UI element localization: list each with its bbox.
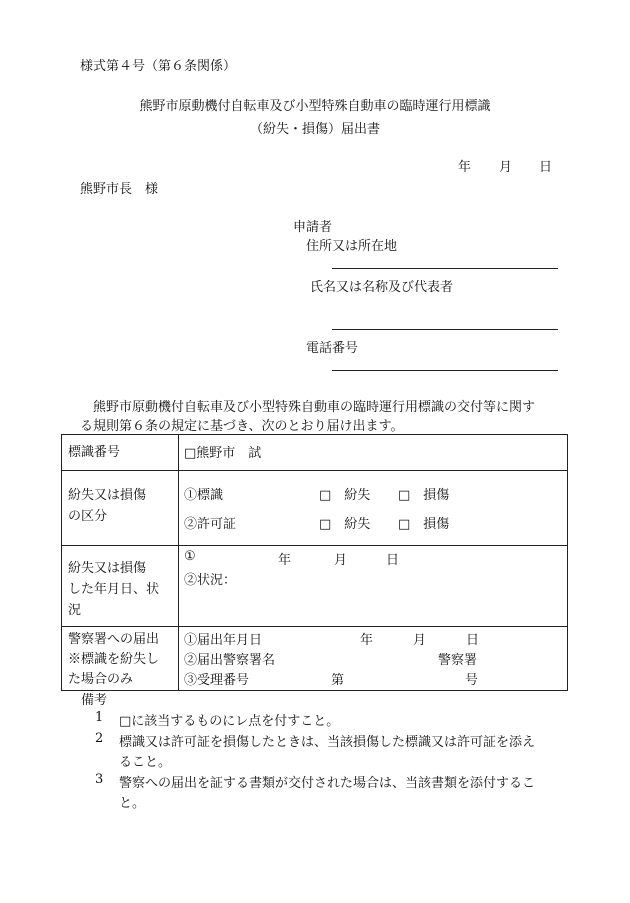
table-row-plate-number [62,435,568,471]
police-station-suffix: 警察署 [438,653,478,668]
permit-damaged-checkbox[interactable]: □ 損傷 [398,517,450,532]
applicant-heading: 申請者 [293,220,333,235]
report-day-label: 日 [466,633,480,648]
note-3-text-line1: 警察への届出を証する書類が交付された場合は、当該書類を添付するこ [119,776,536,791]
name-label: 氏名又は名称及び代表者 [310,280,454,295]
plate-lost-checkbox[interactable]: □ 紛失 [319,488,371,503]
form-title-line2: （紛失・損傷）届出書 [249,122,380,137]
receipt-number-prefix: 第 [331,673,345,688]
occurrence-year-label: 年 [278,553,292,568]
body-text-line1: 熊野市原動機付自転車及び小型特殊自動車の臨時運行用標識の交付等に関す [93,400,536,415]
form-number: 様式第４号（第６条関係） [80,59,237,74]
date-month-label: 月 [499,160,513,175]
receipt-number-label: ③受理番号 [184,673,250,688]
category-label-line2: の区分 [68,509,108,524]
plate-damaged-checkbox[interactable]: □ 損傷 [398,488,450,503]
police-station-label: ②届出警察署名 [184,653,276,668]
occurrence-month-label: 月 [334,553,348,568]
date-year-label: 年 [458,160,472,175]
note-2-number: 2 [95,731,104,746]
note-2-text-line1: 標識又は許可証を損傷したときは、当該損傷した標識又は許可証を添え [119,735,536,750]
date-status-label-line3: 況 [68,603,82,618]
category-item-plate: ①標識 [184,488,224,503]
table-row-category [62,471,568,546]
notification-table [61,434,568,691]
category-item-permit: ②許可証 [184,517,237,532]
addressee: 熊野市長 様 [80,182,159,197]
report-year-label: 年 [360,633,374,648]
police-label-line3: た場合のみ [68,672,134,687]
note-3-text-line2: と。 [119,796,146,811]
occurrence-date-prefix: ① [184,549,196,564]
note-3-number: 3 [95,772,104,787]
name-underline [332,329,558,330]
date-status-label-line1: 紛失又は損傷 [68,561,147,576]
form-title-line1: 熊野市原動機付自転車及び小型特殊自動車の臨時運行用標識 [139,99,491,114]
note-2-text-line2: ること。 [119,755,172,770]
police-label-line2: ※標識を紛失し [68,652,160,667]
table-row-date-status [62,546,568,627]
address-underline [332,268,558,269]
police-label-line1: 警察署への届出 [68,632,160,647]
receipt-number-suffix: 号 [465,673,479,688]
phone-underline [332,370,558,371]
permit-lost-checkbox[interactable]: □ 紛失 [319,517,371,532]
note-1-number: 1 [95,710,104,725]
note-1-text: □に該当するものにレ点を付すこと。 [119,714,340,729]
body-text-line2: る規則第６条の規定に基づき、次のとおり届け出ます。 [80,419,404,434]
plate-number-label: 標識番号 [68,445,121,460]
occurrence-day-label: 日 [386,553,400,568]
date-status-label-line2: した年月日、状 [68,582,160,597]
address-label: 住所又は所在地 [306,239,398,254]
date-day-label: 日 [539,160,553,175]
table-row-police-report [62,627,568,691]
report-month-label: 月 [413,633,427,648]
report-date-label: ①届出年月日 [184,633,263,648]
plate-number-value: □熊野市 試 [184,446,262,461]
notes-heading: 備考 [81,693,108,708]
phone-label: 電話番号 [306,341,359,356]
occurrence-status-label: ②状況： [184,573,237,588]
category-label-line1: 紛失又は損傷 [68,488,147,503]
